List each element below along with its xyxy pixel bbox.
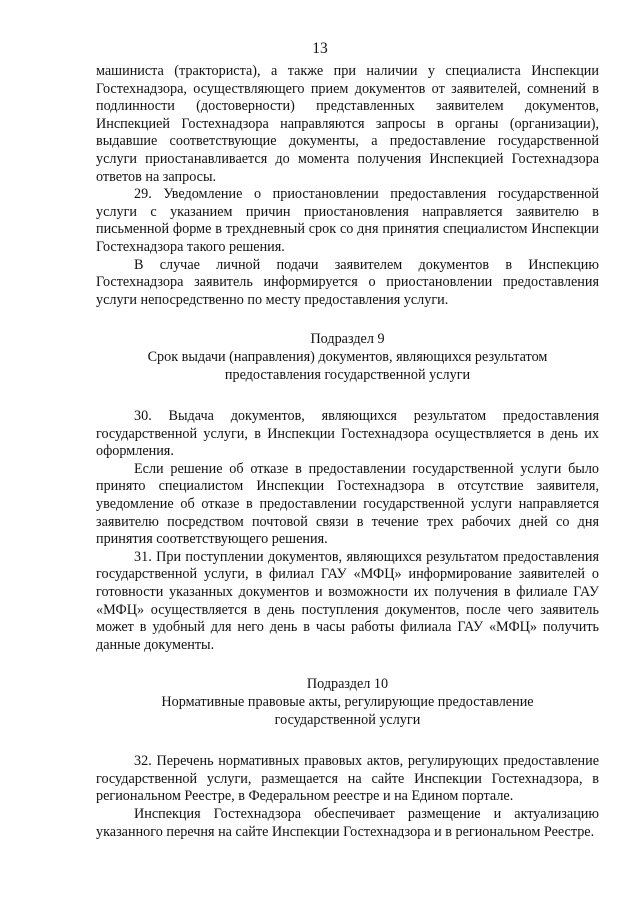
subsection-10-heading <box>96 676 599 729</box>
paragraph-31: 31. При поступлении документов, являющихся результатом предоставления государственной услуги, в филиал ГАУ «МФЦ» информирование заявителей о готовности указанных документов и возможности их получения в филиале ГАУ «МФЦ» осуществляется в день поступления документов, после чего заявитель может в удобный для него день в часы работы филиала ГАУ «МФЦ» получить данные документы. <box>96 548 599 653</box>
page-body <box>96 63 599 841</box>
paragraph-personal-submission: В случае личной подачи заявителем документов в Инспекцию Гостехнадзора заявитель информируется о приостановлении предоставления услуги непосредственно по месту предоставления услуги. <box>96 256 599 308</box>
page-number: 13 <box>312 40 328 57</box>
subsection-9-heading <box>96 331 599 384</box>
subsection-9-label: Подраздел 9 <box>310 331 385 348</box>
subsection-10-title: Нормативные правовые акты, регулирующие предоставление государственной услуги <box>161 694 534 728</box>
paragraph-continuation: машиниста (тракториста), а также при наличии у специалиста Инспекции Гостехнадзора, осуществляющего прием документов от заявителей, сомнений в подлинности (достоверности) представленных заявителем документов, Инспекцией Гостехнадзора направляются запросы в органы (организации), выдавшие соответствующие документы, а предоставление государственной услуги приостанавливается до момента получения Инспекцией Гостехнадзора ответов на запросы. <box>96 63 599 185</box>
paragraph-list-maintenance: Инспекция Гостехнадзора обеспечивает размещение и актуализацию указанного перечня на сайте Инспекции Гостехнадзора и в региональном Реестре. <box>96 805 599 840</box>
paragraph-32: 32. Перечень нормативных правовых актов, регулирующих предоставление государственной услуги, размещается на сайте Инспекции Гостехнадзора, в региональном Реестре, в Федеральном реестре и на Едином портале. <box>96 753 599 805</box>
subsection-10-label: Подраздел 10 <box>306 676 389 693</box>
subsection-9-body <box>96 408 599 654</box>
subsection-9-title: Срок выдачи (направления) документов, являющихся результатом предоставления государственной услуги <box>147 348 548 383</box>
paragraph-30: 30. Выдача документов, являющихся результатом предоставления государственной услуги, в Инспекции Гостехнадзора осуществляется в день их оформления. <box>96 408 599 460</box>
subsection-10-body <box>96 753 599 841</box>
paragraph-29: 29. Уведомление о приостановлении предоставления государственной услуги с указанием причин приостановления направляется заявителю в письменной форме в трехдневный срок со дня принятия специалистом Инспекции Гостехнадзора такого решения. <box>96 186 599 255</box>
paragraph-refusal-notice: Если решение об отказе в предоставлении государственной услуги было принято специалистом Инспекции Гостехнадзора в отсутствие заявителя, уведомление об отказе в предоставлении государственной услуги направляется заявителю посредством почтовой связи в течение трех рабочих дней со дня принятия соответствующего решения. <box>96 460 599 548</box>
